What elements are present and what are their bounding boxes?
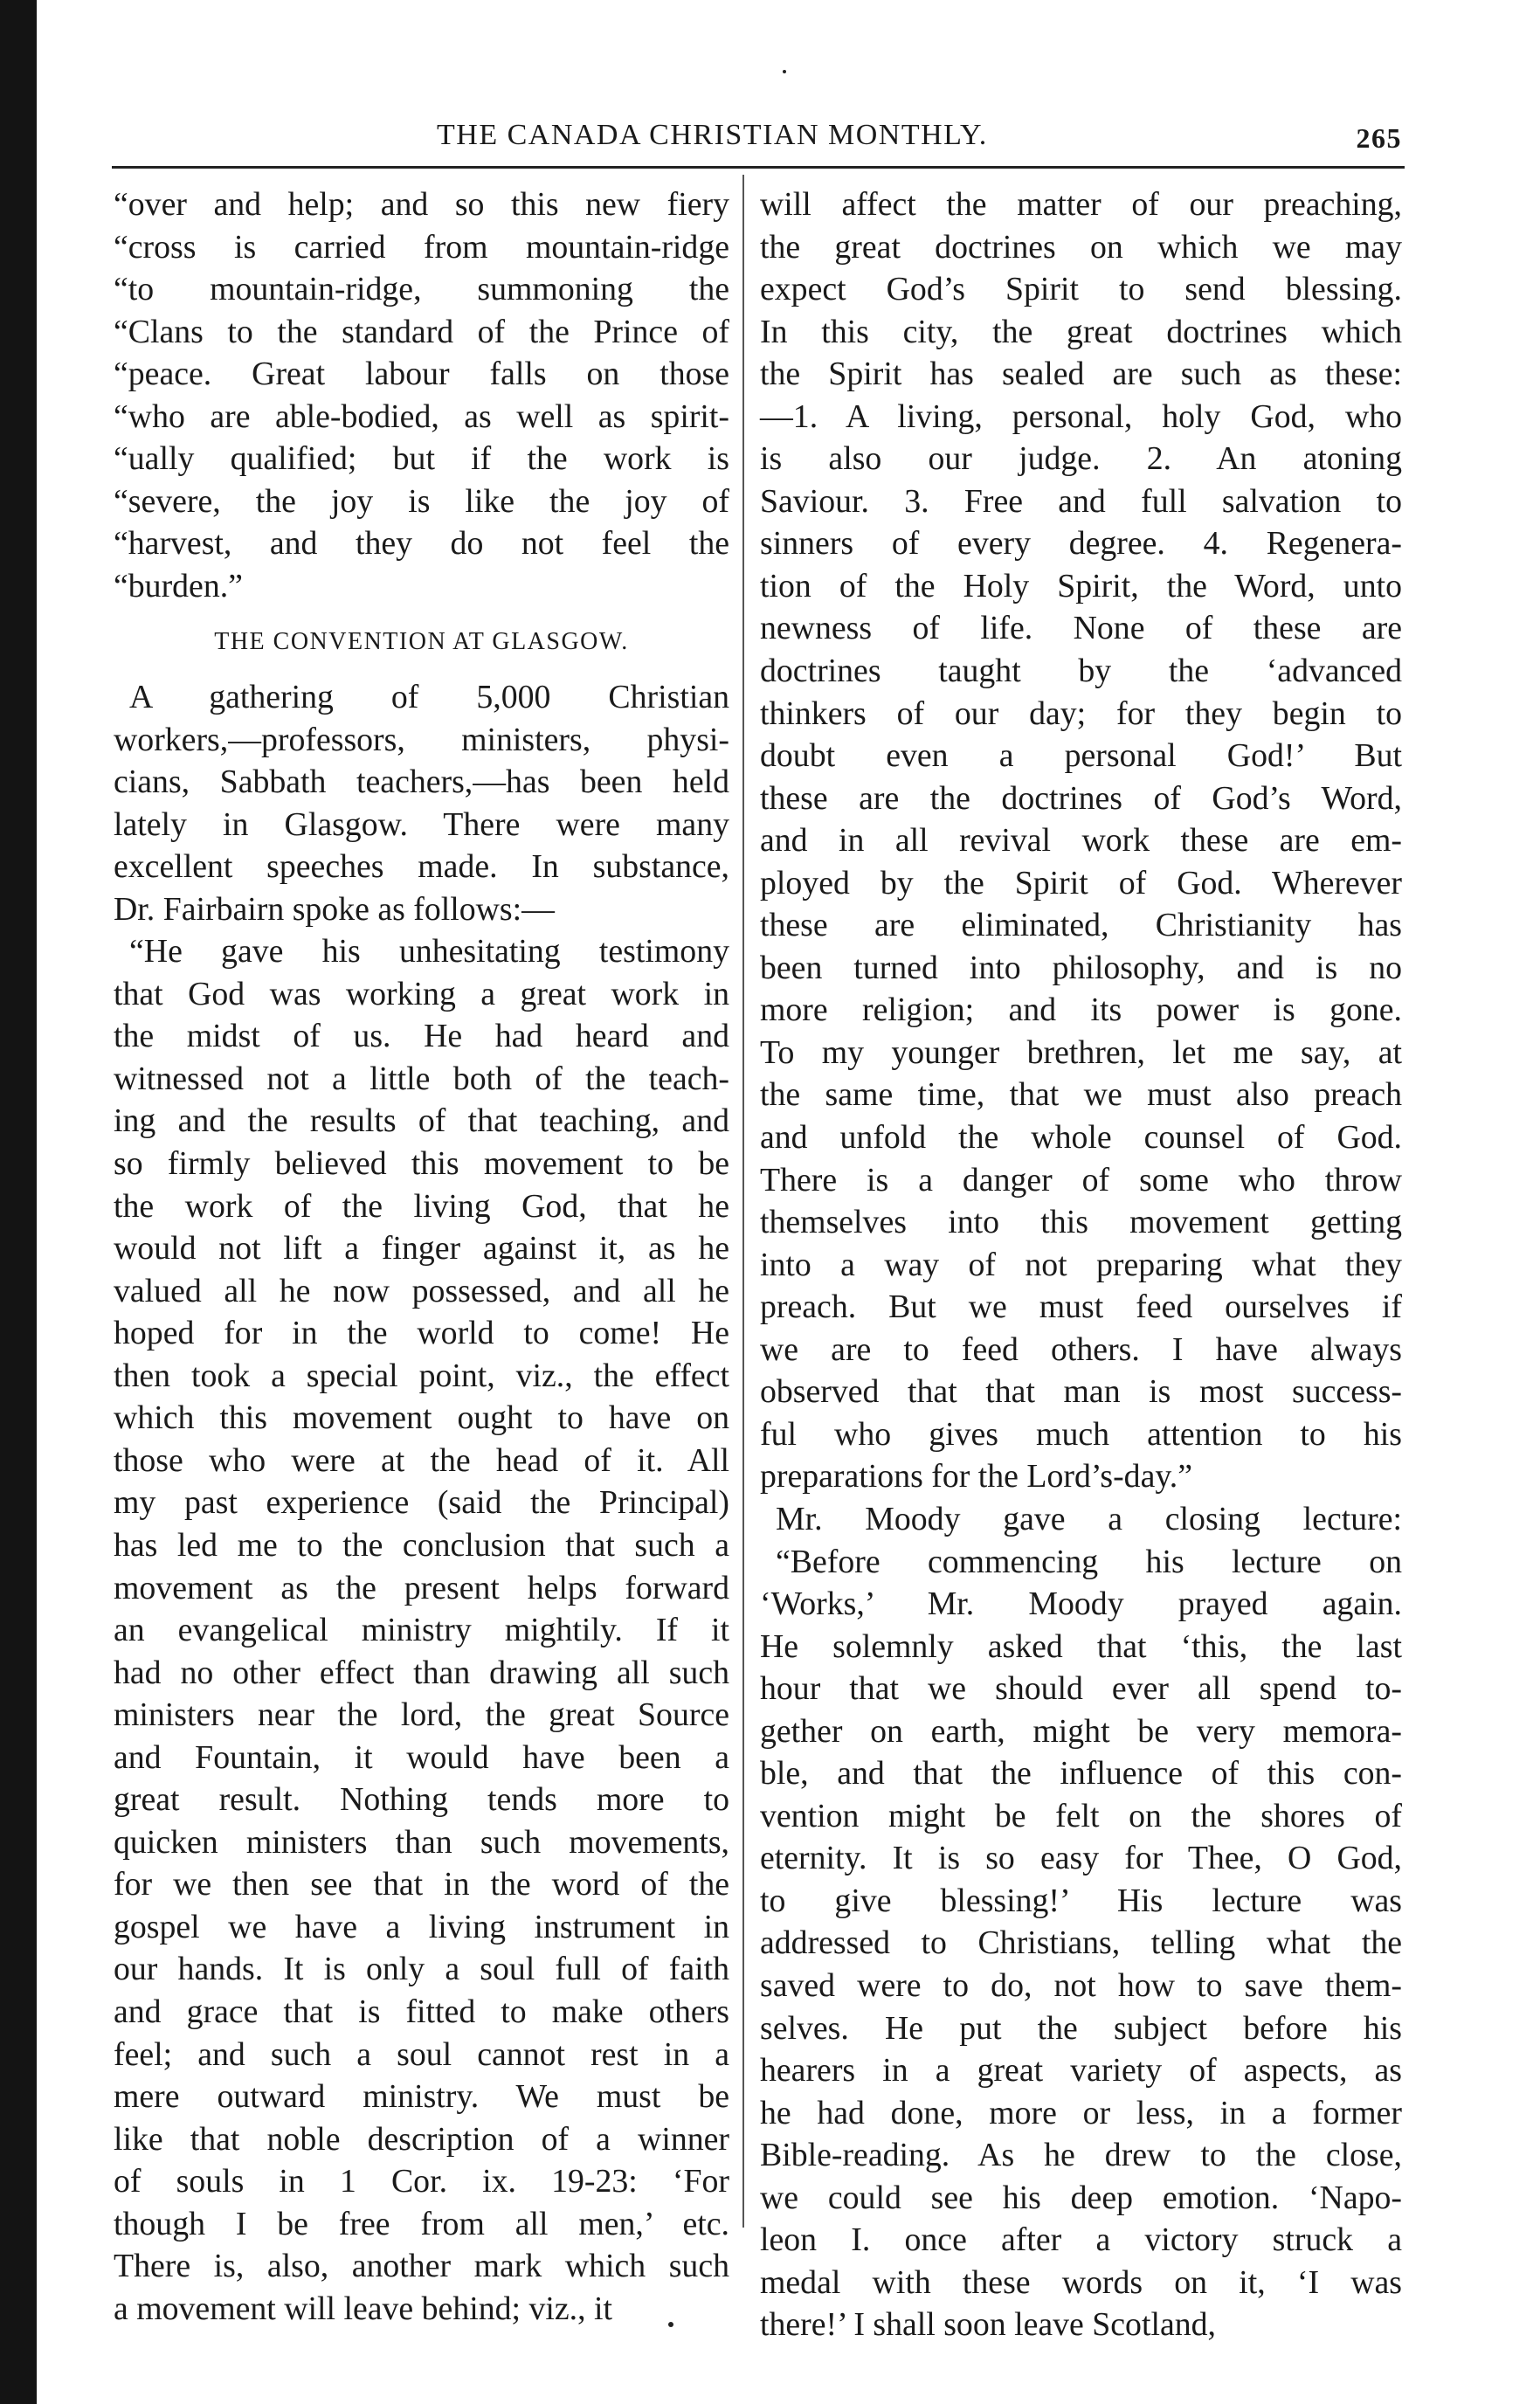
text-line: “to mountain-ridge, summoning the — [114, 271, 729, 308]
text-line: our hands. It is only a soul full of faith — [114, 1951, 729, 1988]
text-line: “over and help; and so this new fiery — [114, 186, 729, 223]
text-line: He solemnly asked that ‘this, the last — [760, 1627, 1402, 1665]
text-line: thinkers of our day; for they begin to — [760, 694, 1402, 732]
text-line: cians, Sabbath teachers,—has been held — [114, 763, 729, 801]
text-line: has led me to the conclusion that such a — [114, 1526, 729, 1564]
section-heading: THE CONVENTION AT GLASGOW. — [214, 628, 629, 656]
print-speck — [668, 2322, 673, 2327]
text-line: though I be free from all men,’ etc. — [114, 2205, 729, 2242]
right-column — [760, 183, 1402, 2346]
text-line: preparations for the Lord’s-day.” — [760, 1458, 1193, 1496]
text-line: will affect the matter of our preaching, — [760, 186, 1402, 223]
text-line: addressed to Christians, telling what the — [760, 1924, 1402, 1962]
text-line: workers,—professors, ministers, physi- — [114, 721, 729, 758]
text-line: witnessed not a little both of the teach- — [114, 1060, 729, 1097]
text-line: excellent speeches made. In substance, — [114, 848, 729, 886]
text-line: ble, and that the influence of this con- — [760, 1755, 1402, 1793]
column-divider — [742, 175, 744, 2228]
text-line: mere outward ministry. We must be — [114, 2078, 729, 2116]
text-line: an evangelical ministry mightily. If it — [114, 1612, 729, 1649]
text-line: my past experience (said the Principal) — [114, 1484, 729, 1522]
text-line: tion of the Holy Spirit, the Word, unto — [760, 567, 1402, 604]
text-line: Bible-reading. As he drew to the close, — [760, 2137, 1402, 2174]
left-column — [114, 183, 729, 2330]
text-line: To my younger brethren, let me say, at — [760, 1033, 1402, 1071]
text-line: and Fountain, it would have been a — [114, 1738, 729, 1776]
text-line: hearers in a great variety of aspects, as — [760, 2052, 1402, 2090]
text-line: there!’ I shall soon leave Scotland, — [760, 2306, 1216, 2344]
text-line: the Spirit has sealed are such as these: — [760, 356, 1402, 393]
text-line: “severe, the joy is like the joy of — [114, 482, 729, 520]
text-line: to give blessing!’ His lecture was — [760, 1882, 1402, 1919]
text-line: the work of the living God, that he — [114, 1187, 729, 1225]
text-line: the midst of us. He had heard and — [114, 1018, 729, 1055]
text-line: “peace. Great labour falls on those — [114, 356, 729, 393]
journal-title: THE CANADA CHRISTIAN MONTHLY. — [437, 119, 988, 151]
text-line: There is a danger of some who throw — [760, 1161, 1402, 1199]
text-line: expect God’s Spirit to send blessing. — [760, 271, 1402, 308]
text-line: and grace that is fitted to make others — [114, 1993, 729, 2030]
header-rule — [112, 166, 1405, 169]
print-speck — [783, 70, 786, 73]
text-line: “ually qualified; but if the work is — [114, 440, 729, 478]
text-line: “He gave his unhesitating testimony — [129, 933, 729, 971]
text-line: those who were at the head of it. All — [114, 1441, 729, 1479]
text-line: “burden.” — [114, 567, 243, 604]
text-line: into a way of not preparing what they — [760, 1246, 1402, 1283]
text-line: ministers near the lord, the great Source — [114, 1696, 729, 1734]
text-line: we could see his deep emotion. ‘Napo- — [760, 2179, 1402, 2216]
text-line: ful who gives much attention to his — [760, 1415, 1402, 1453]
text-line: we are to feed others. I have always — [760, 1330, 1402, 1368]
text-line: sinners of every degree. 4. Regenera- — [760, 525, 1402, 563]
text-line: newness of life. None of these are — [760, 610, 1402, 647]
text-line: which this movement ought to have on — [114, 1399, 729, 1437]
text-line: gospel we have a living instrument in — [114, 1908, 729, 1945]
text-line: Saviour. 3. Free and full salvation to — [760, 482, 1402, 520]
text-line: Mr. Moody gave a closing lecture: — [776, 1500, 1402, 1537]
text-line: lately in Glasgow. There were many — [114, 805, 729, 843]
text-line: “Clans to the standard of the Prince of — [114, 313, 729, 350]
text-line: “Before commencing his lecture on — [776, 1543, 1402, 1580]
text-line: so firmly believed this movement to be — [114, 1145, 729, 1183]
text-line: observed that that man is most success- — [760, 1373, 1402, 1411]
running-header — [114, 114, 1402, 162]
text-line: doctrines taught by the ‘advanced — [760, 653, 1402, 690]
binding-shadow — [0, 0, 37, 2404]
text-line: leon I. once after a victory struck a — [760, 2221, 1402, 2259]
text-line: more religion; and its power is gone. — [760, 991, 1402, 1029]
text-line: eternity. It is so easy for Thee, O God, — [760, 1840, 1402, 1877]
text-line: would not lift a finger against it, as he — [114, 1230, 729, 1268]
text-line: gether on earth, might be very memora- — [760, 1712, 1402, 1750]
text-line: preach. But we must feed ourselves if — [760, 1288, 1402, 1326]
text-line: these are the doctrines of God’s Word, — [760, 779, 1402, 817]
text-line: and unfold the whole counsel of God. — [760, 1119, 1402, 1157]
text-line: of souls in 1 Cor. ix. 19-23: ‘For — [114, 2163, 729, 2200]
text-line: the same time, that we must also preach — [760, 1076, 1402, 1114]
text-line: these are eliminated, Christianity has — [760, 907, 1402, 944]
text-line: ‘Works,’ Mr. Moody prayed again. — [760, 1585, 1402, 1623]
text-line: a movement will leave behind; viz., it — [114, 2290, 612, 2327]
text-line: Dr. Fairbairn spoke as follows:— — [114, 890, 555, 928]
text-line: There is, also, another mark which such — [114, 2248, 729, 2285]
text-line: been turned into philosophy, and is no — [760, 949, 1402, 986]
text-line: valued all he now possessed, and all he — [114, 1272, 729, 1309]
text-line: ing and the results of that teaching, and — [114, 1102, 729, 1140]
text-line: —1. A living, personal, holy God, who — [760, 397, 1402, 435]
text-line: hour that we should ever all spend to- — [760, 1670, 1402, 1708]
text-line: “cross is carried from mountain-ridge — [114, 228, 729, 266]
text-line: doubt even a personal God!’ But — [760, 737, 1402, 775]
text-line: he had done, more or less, in a former — [760, 2094, 1402, 2131]
text-line: the great doctrines on which we may — [760, 228, 1402, 266]
text-line: feel; and such a soul cannot rest in a — [114, 2035, 729, 2073]
text-line: great result. Nothing tends more to — [114, 1781, 729, 1819]
text-line: for we then see that in the word of the — [114, 1866, 729, 1903]
text-line: “harvest, and they do not feel the — [114, 525, 729, 563]
text-line: selves. He put the subject before his — [760, 2009, 1402, 2047]
text-line: like that noble description of a winner — [114, 2120, 729, 2158]
page-number: 265 — [1356, 122, 1402, 154]
text-line: and in all revival work these are em- — [760, 822, 1402, 860]
text-line: In this city, the great doctrines which — [760, 313, 1402, 350]
text-line: movement as the present helps forward — [114, 1569, 729, 1606]
text-line: vention might be felt on the shores of — [760, 1797, 1402, 1834]
text-line: ployed by the Spirit of God. Wherever — [760, 864, 1402, 902]
text-line: hoped for in the world to come! He — [114, 1315, 729, 1352]
text-line: themselves into this movement getting — [760, 1204, 1402, 1241]
text-line: “who are able-bodied, as well as spirit- — [114, 397, 729, 435]
text-line: that God was working a great work in — [114, 975, 729, 1012]
text-line: medal with these words on it, ‘I was — [760, 2263, 1402, 2301]
text-line: A gathering of 5,000 Christian — [129, 679, 729, 716]
text-line: had no other effect than drawing all such — [114, 1654, 729, 1691]
text-line: saved were to do, not how to save them- — [760, 1966, 1402, 2004]
text-line: then took a special point, viz., the effect — [114, 1357, 729, 1394]
text-line: is also our judge. 2. An atoning — [760, 440, 1402, 478]
text-line: quicken ministers than such movements, — [114, 1823, 729, 1861]
